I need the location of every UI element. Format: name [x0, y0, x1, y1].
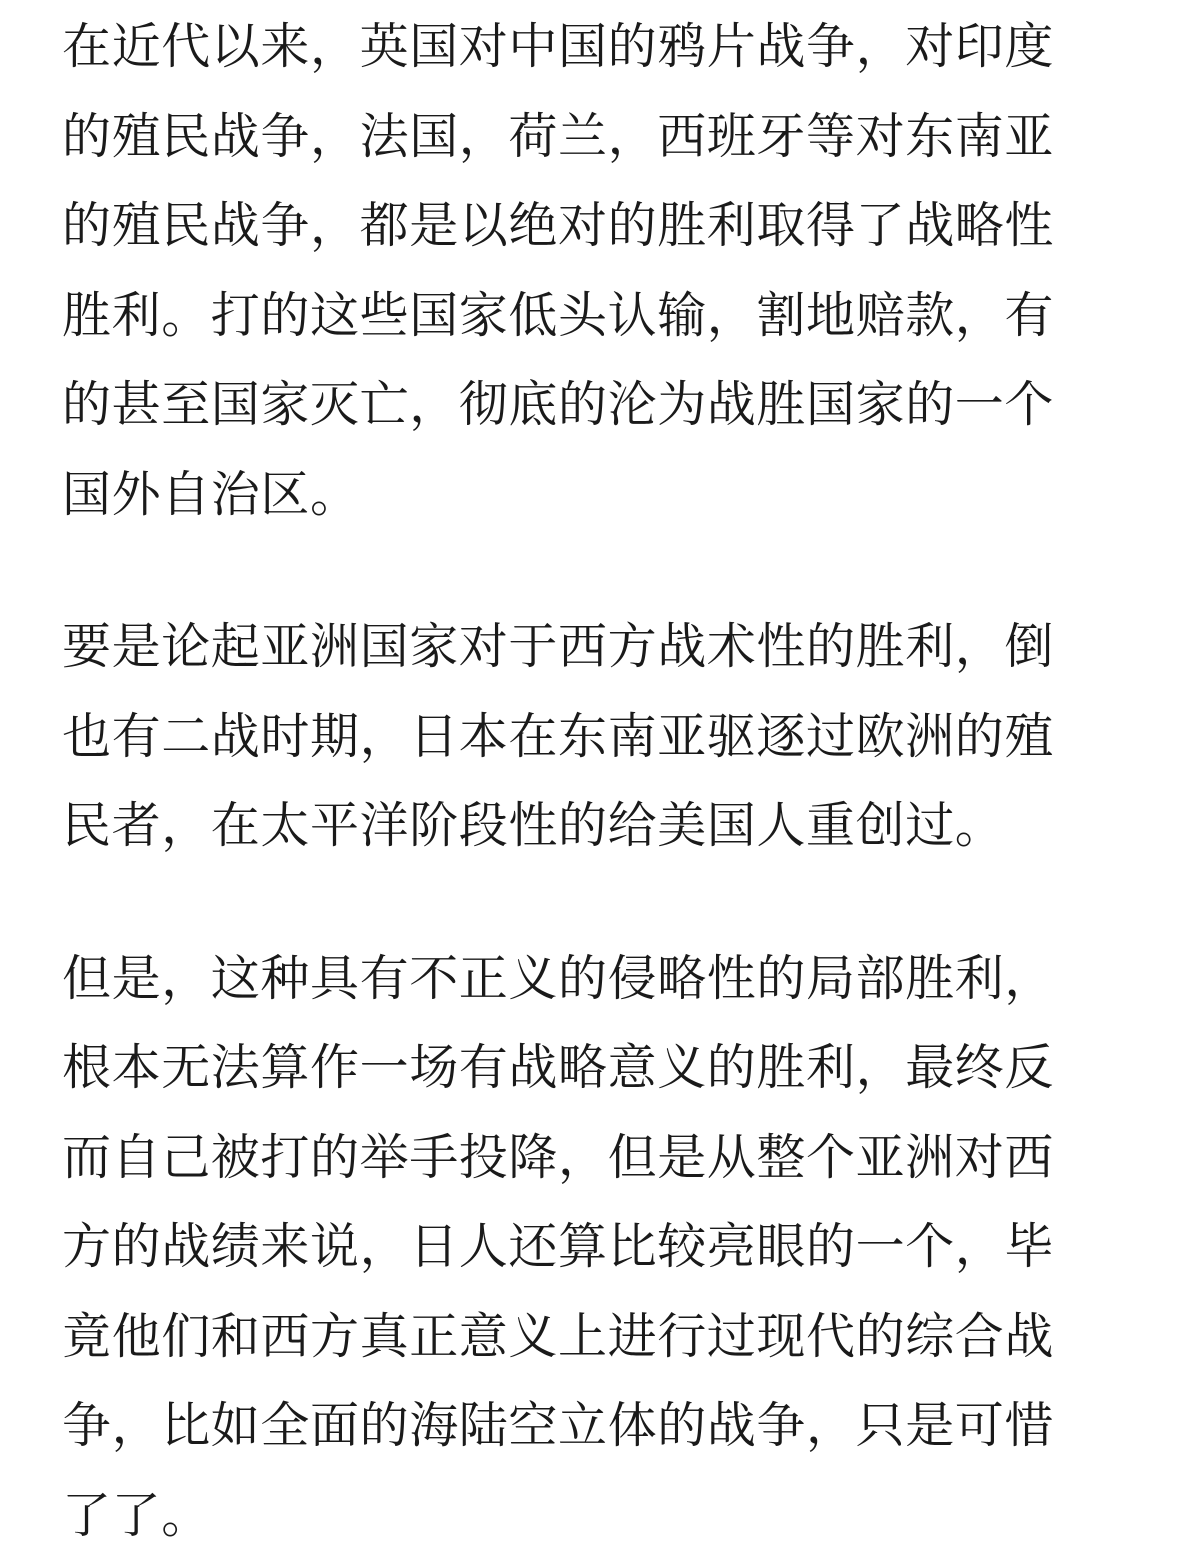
- text-line: 争，比如全面的海陆空立体的战争，只是可惜: [62, 1381, 1122, 1471]
- text-line: 民者，在太平洋阶段性的给美国人重创过。: [62, 781, 1122, 871]
- text-line: 而自己被打的举手投降，但是从整个亚洲对西: [62, 1113, 1122, 1203]
- text-line: 但是，这种具有不正义的侵略性的局部胜利，: [62, 934, 1122, 1024]
- paragraph-gap: [62, 871, 1122, 934]
- paragraph-gap: [62, 539, 1122, 602]
- article-body: [62, 0, 1122, 1560]
- text-line: 也有二战时期，日本在东南亚驱逐过欧洲的殖: [62, 692, 1122, 782]
- paragraph: [62, 2, 1122, 539]
- text-line: 的甚至国家灭亡，彻底的沦为战胜国家的一个: [62, 360, 1122, 450]
- text-line: 的殖民战争，都是以绝对的胜利取得了战略性: [62, 181, 1122, 271]
- text-line: 要是论起亚洲国家对于西方战术性的胜利，倒: [62, 602, 1122, 692]
- text-line: 的殖民战争，法国，荷兰，西班牙等对东南亚: [62, 92, 1122, 182]
- text-line: 国外自治区。: [62, 450, 1122, 540]
- text-line: 根本无法算作一场有战略意义的胜利，最终反: [62, 1023, 1122, 1113]
- text-line: 方的战绩来说，日人还算比较亮眼的一个，毕: [62, 1202, 1122, 1292]
- text-line: 竟他们和西方真正意义上进行过现代的综合战: [62, 1292, 1122, 1382]
- text-line: 在近代以来，英国对中国的鸦片战争，对印度: [62, 2, 1122, 92]
- text-line: 了了。: [62, 1471, 1122, 1560]
- paragraph: [62, 602, 1122, 871]
- text-line: 胜利。打的这些国家低头认输，割地赔款，有: [62, 271, 1122, 361]
- paragraph: [62, 934, 1122, 1560]
